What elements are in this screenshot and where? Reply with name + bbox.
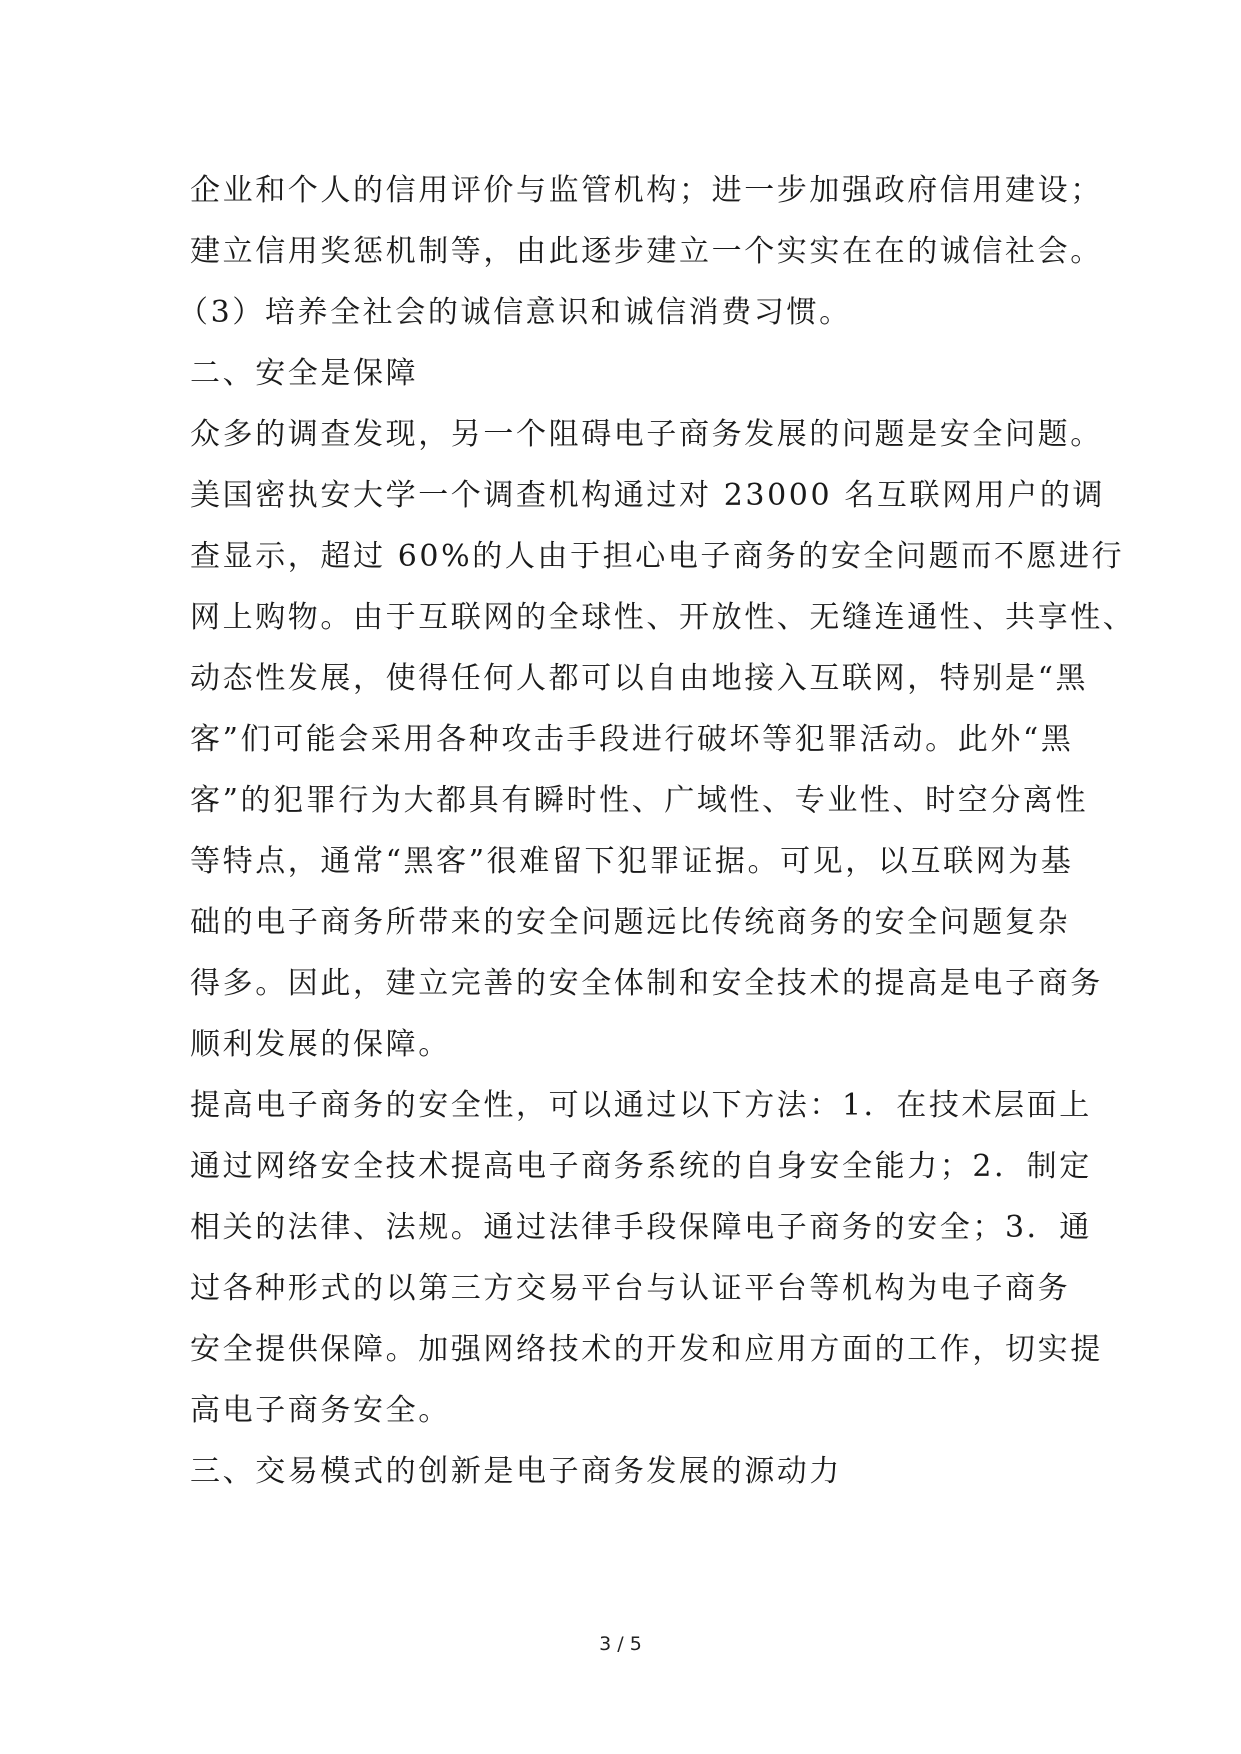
section-heading: 三、交易模式的创新是电子商务发展的源动力 bbox=[190, 1454, 842, 1489]
text-line: 高电子商务安全。 bbox=[190, 1393, 451, 1428]
section-heading: 二、安全是保障 bbox=[190, 356, 419, 391]
document-body bbox=[178, 160, 1136, 1502]
text-line: （3）培养全社会的诚信意识和诚信消费习惯。 bbox=[178, 295, 852, 330]
text-line: 顺利发展的保障。 bbox=[190, 1027, 451, 1062]
text-line: 础的电子商务所带来的安全问题远比传统商务的安全问题复杂 bbox=[190, 905, 1071, 940]
text-line: 相关的法律、法规。通过法律手段保障电子商务的安全；3．通 bbox=[190, 1210, 1092, 1245]
text-line: 网上购物。由于互联网的全球性、开放性、无缝连通性、共享性、 bbox=[190, 600, 1136, 635]
text-line: 美国密执安大学一个调查机构通过对 23000 名互联网用户的调 bbox=[190, 478, 1106, 513]
text-line: 提高电子商务的安全性，可以通过以下方法：1．在技术层面上 bbox=[190, 1088, 1092, 1123]
text-line: 客”们可能会采用各种攻击手段进行破坏等犯罪活动。此外“黑 bbox=[190, 722, 1074, 757]
text-line: 过各种形式的以第三方交易平台与认证平台等机构为电子商务 bbox=[190, 1271, 1071, 1306]
text-line: 等特点，通常“黑客”很难留下犯罪证据。可见，以互联网为基 bbox=[190, 844, 1074, 879]
text-line: 得多。因此，建立完善的安全体制和安全技术的提高是电子商务 bbox=[190, 966, 1103, 1001]
text-line: 动态性发展，使得任何人都可以自由地接入互联网，特别是“黑 bbox=[190, 661, 1089, 696]
page-number: 3 / 5 bbox=[599, 1633, 642, 1655]
text-line: 客”的犯罪行为大都具有瞬时性、广域性、专业性、时空分离性 bbox=[190, 783, 1089, 818]
text-line: 建立信用奖惩机制等，由此逐步建立一个实实在在的诚信社会。 bbox=[190, 234, 1103, 269]
text-line: 众多的调查发现，另一个阻碍电子商务发展的问题是安全问题。 bbox=[190, 417, 1103, 452]
text-line: 安全提供保障。加强网络技术的开发和应用方面的工作，切实提 bbox=[190, 1332, 1103, 1367]
text-line: 通过网络安全技术提高电子商务系统的自身安全能力；2．制定 bbox=[190, 1149, 1092, 1184]
text-line: 企业和个人的信用评价与监管机构；进一步加强政府信用建设； bbox=[190, 173, 1103, 208]
text-line: 查显示，超过 60%的人由于担心电子商务的安全问题而不愿进行 bbox=[190, 539, 1125, 574]
